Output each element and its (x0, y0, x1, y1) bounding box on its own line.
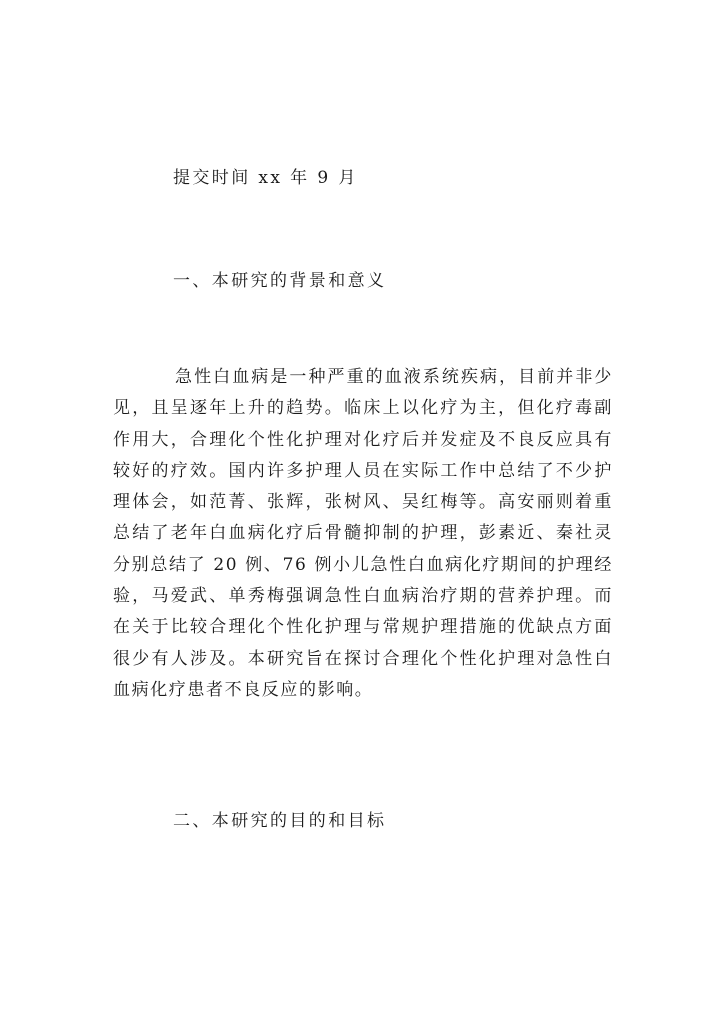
section-body-background: 急性白血病是一种严重的血液系统疾病，目前并非少见，且呈逐年上升的趋势。临床上以化疗为主，但化疗毒副作用大，合理化个性化护理对化疗后并发症及不良反应具有较好的疗效。国内许多护理人员在实际工作中总结了不少护理体会，如范菁、张辉，张树风、吴红梅等。高安丽则着重总结了老年白血病化疗后骨髓抑制的护理，彭素近、秦社灵分别总结了 20 例、76 例小儿急性白血病化疗期间的护理经验，马爱武、单秀梅强调急性白血病治疗期的营养护理。而在关于比较合理化个性化护理与常规护理措施的优缺点方面很少有人涉及。本研究旨在探讨合理化个性化护理对急性白血病化疗患者不良反应的影响。 (113, 367, 613, 700)
section-heading-background: 一、本研究的背景和意义 (173, 271, 387, 291)
submit-time: 提交时间 xx 年 9 月 (173, 168, 358, 188)
section-heading-objectives: 二、本研究的目的和目标 (173, 811, 387, 831)
